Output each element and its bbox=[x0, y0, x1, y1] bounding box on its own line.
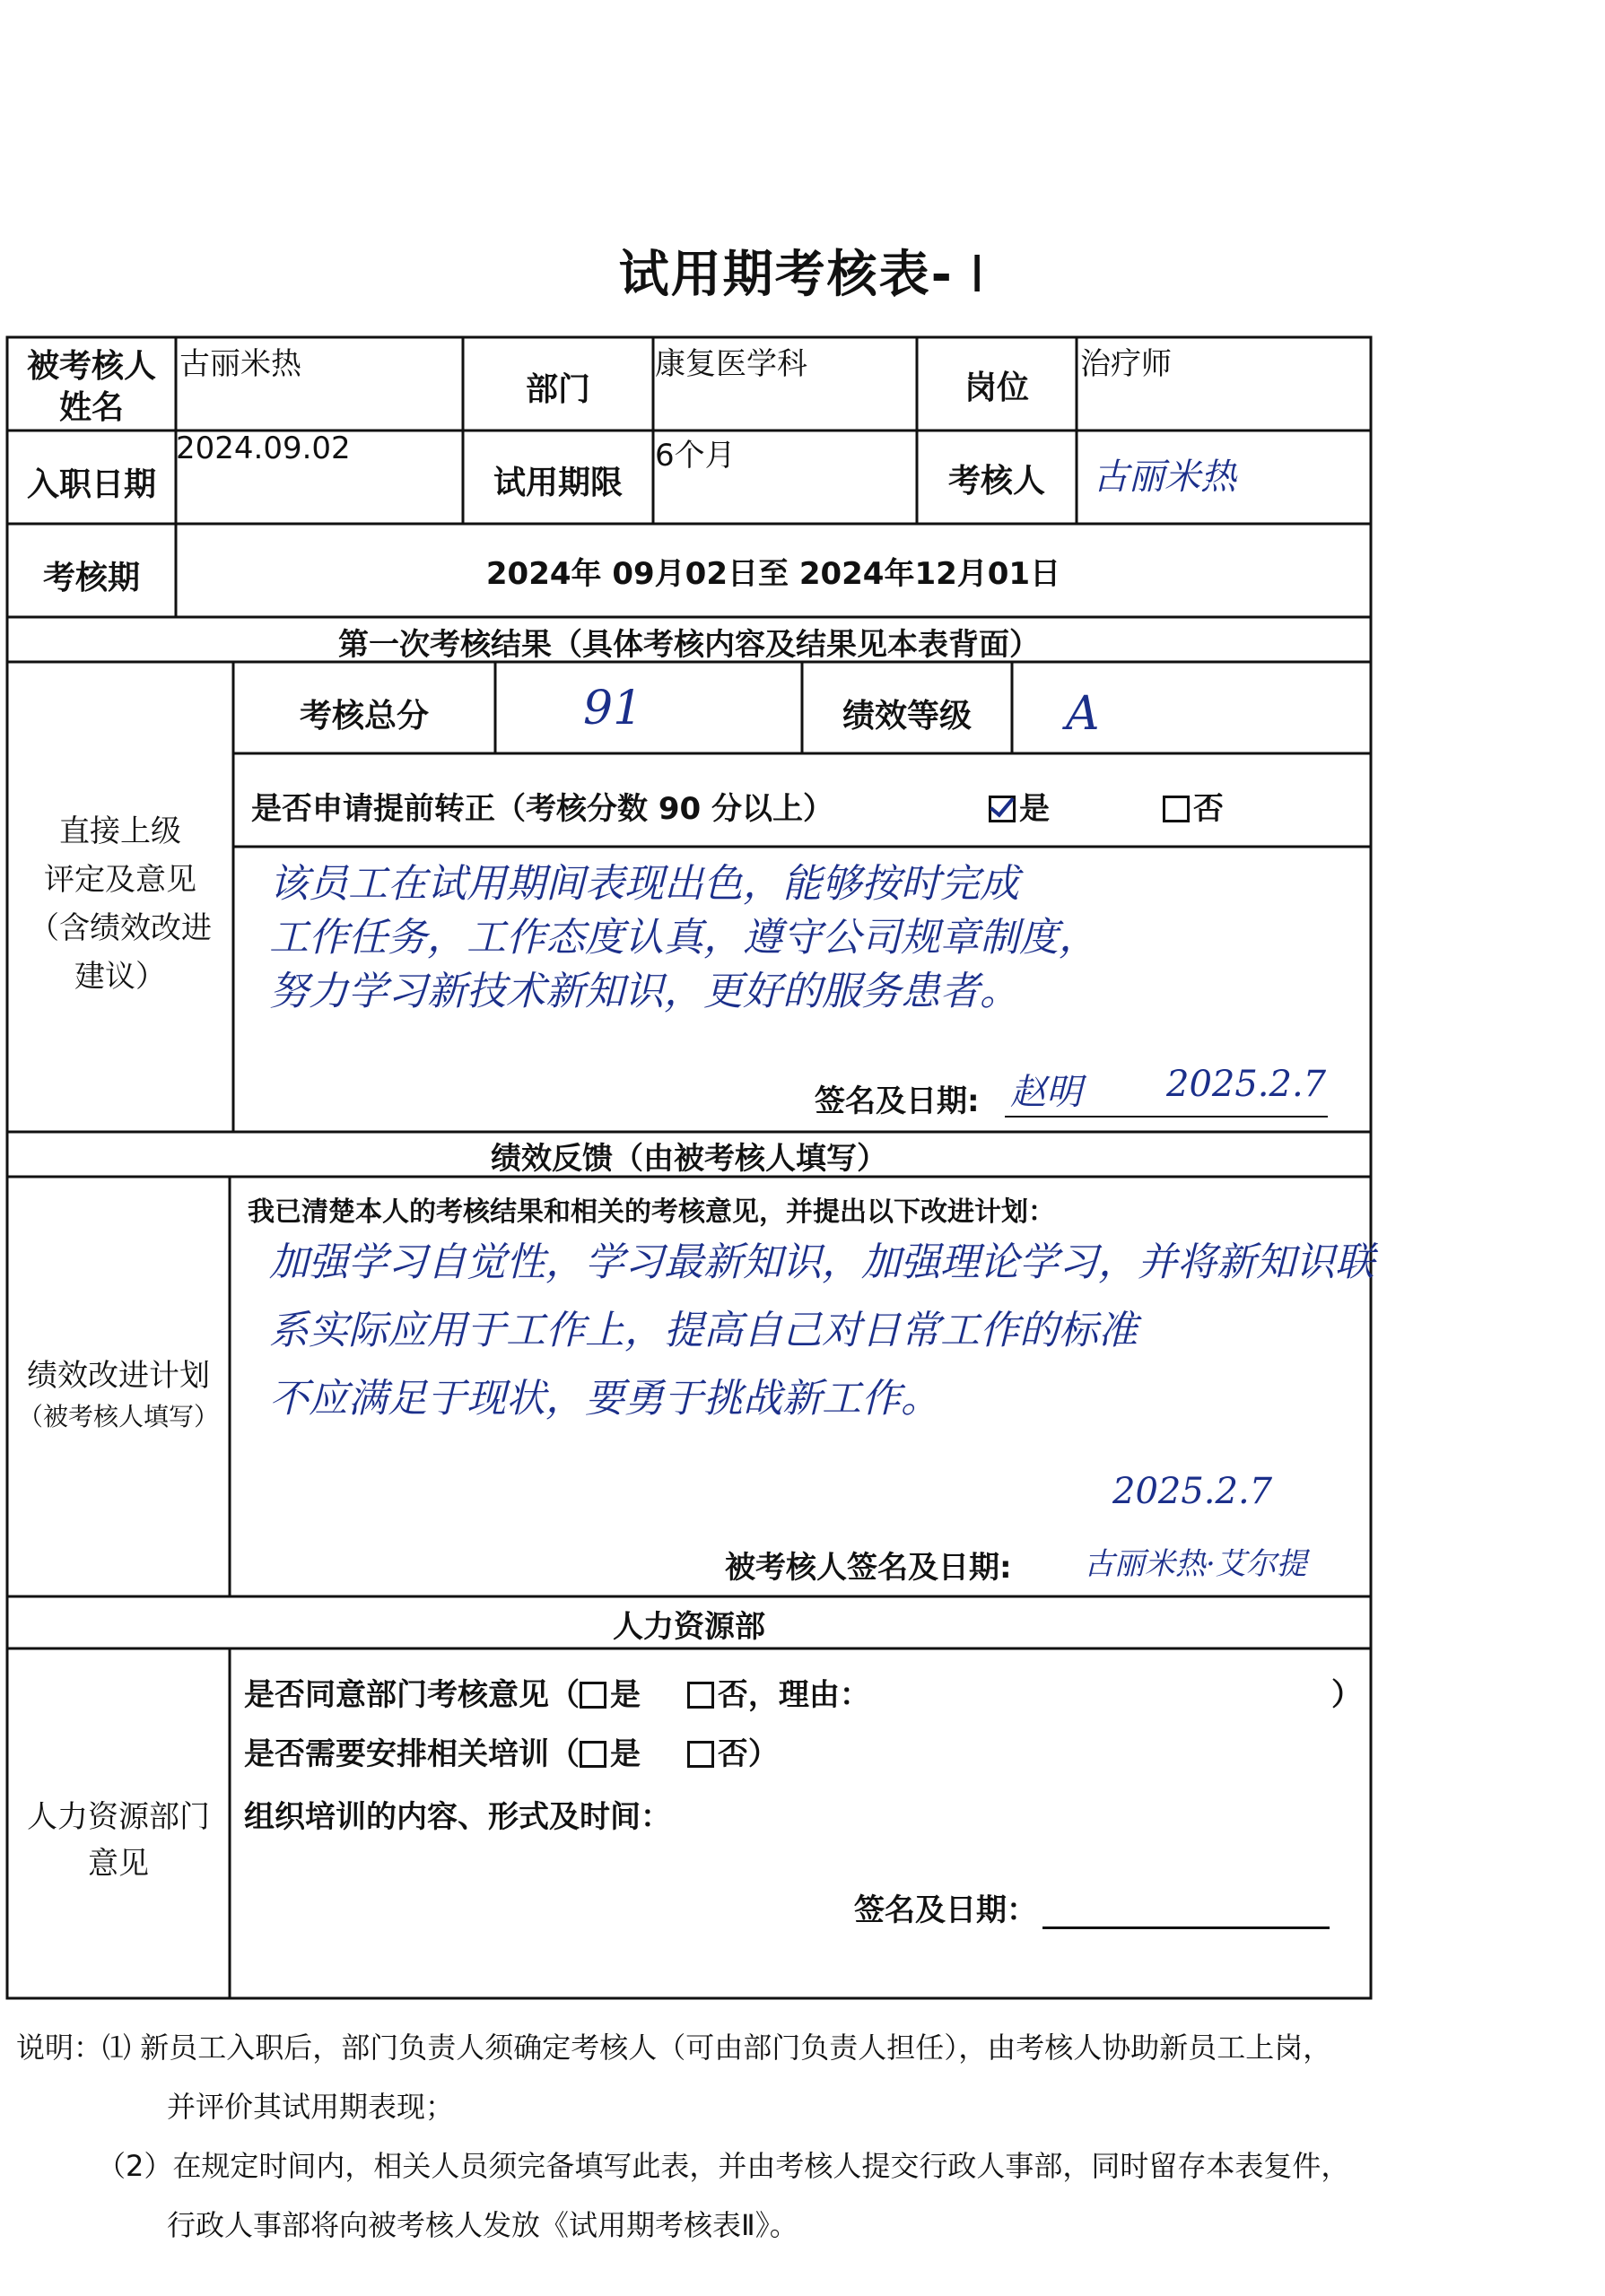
assessment-term-value: 2024年 09月02日至 2024年12月01日 bbox=[485, 556, 1061, 592]
note-1-line-2: 并评价其试用期表现； bbox=[167, 2090, 455, 2124]
hr-training-no-label: 否） bbox=[717, 1736, 779, 1772]
hr-sign-line[interactable] bbox=[1042, 1896, 1330, 1929]
form-notes bbox=[16, 2018, 1577, 2255]
plan-line: 不应满足于现状，要勇于挑战新工作。 bbox=[269, 1376, 940, 1422]
performance-grade-label: 绩效等级 bbox=[842, 698, 972, 735]
notes-prefix: 说明： bbox=[16, 2031, 103, 2065]
entry-date-label: 入职日期 bbox=[26, 466, 156, 503]
total-score-label: 考核总分 bbox=[299, 698, 429, 735]
hr-training-yes-checkbox[interactable] bbox=[580, 1741, 606, 1768]
post-value: 治疗师 bbox=[1080, 346, 1172, 382]
supervisor-sign-date: 2025.2.7 bbox=[1166, 1064, 1327, 1105]
total-score-value: 91 bbox=[583, 682, 643, 735]
plan-line: 系实际应用于工作上，提高自己对日常工作的标准 bbox=[269, 1308, 1138, 1353]
comment-line: 工作任务，工作态度认真，遵守公司规章制度， bbox=[269, 915, 1098, 961]
section-first-result-header: 第一次考核结果（具体考核内容及结果见本表背面） bbox=[338, 627, 1040, 663]
name-value: 古丽米热 bbox=[179, 346, 301, 382]
assessment-term-label: 考核期 bbox=[42, 560, 140, 596]
plan-line: 加强学习自觉性，学习最新知识，加强理论学习，并将新知识联 bbox=[269, 1239, 1374, 1285]
hr-agree-no-checkbox[interactable] bbox=[687, 1682, 714, 1709]
improvement-plan-intro: 我已清楚本人的考核结果和相关的考核意见，并提出以下改进计划： bbox=[248, 1196, 1055, 1228]
improvement-plan-sublabel: （被考核人填写） bbox=[17, 1402, 219, 1431]
note-1-line-1: ⑴ 新员工入职后，部门负责人须确定考核人（可由部门负责人担任），由考核人协助新员工上岗， bbox=[102, 2031, 1332, 2065]
probation-period-value: 6个月 bbox=[655, 438, 736, 474]
supervisor-sign-label: 签名及日期: bbox=[815, 1083, 980, 1119]
assessor-label: 考核人 bbox=[947, 463, 1045, 500]
supervisor-opinion-label: 直接上级 评定及意见 （含绩效改进 建议） bbox=[29, 813, 212, 995]
comment-line: 努力学习新技术新知识，更好的服务患者。 bbox=[269, 969, 1019, 1014]
hr-agree-yes-label: 是 bbox=[610, 1677, 641, 1713]
early-no-checkbox[interactable] bbox=[1163, 796, 1190, 822]
post-label: 岗位 bbox=[964, 370, 1029, 406]
supervisor-signature: 赵明 bbox=[1010, 1072, 1082, 1113]
performance-grade-value: A bbox=[1066, 687, 1100, 741]
section-feedback-header: 绩效反馈（由被考核人填写） bbox=[491, 1141, 887, 1177]
hr-training-no-checkbox[interactable] bbox=[687, 1741, 714, 1768]
name-label: 被考核人 姓名 bbox=[26, 348, 156, 426]
early-yes-checkbox[interactable] bbox=[989, 796, 1016, 822]
form-title-text: 试用期考核表- bbox=[618, 246, 954, 304]
hr-training-yes-label: 是 bbox=[610, 1736, 641, 1772]
hr-sign-label: 签名及日期： bbox=[854, 1892, 1037, 1928]
hr-agree-yes-checkbox[interactable] bbox=[580, 1682, 606, 1709]
hr-training-content-label: 组织培训的内容、形式及时间： bbox=[244, 1799, 671, 1835]
hr-agree-no-label: 否，理由： bbox=[717, 1677, 870, 1713]
comment-line: 该员工在试用期间表现出色，能够按时完成 bbox=[269, 861, 1019, 907]
hr-agree-close: ） bbox=[1331, 1677, 1362, 1713]
early-yes-label: 是 bbox=[1019, 791, 1050, 827]
entry-date-value: 2024.09.02 bbox=[176, 430, 351, 466]
employee-sign-label: 被考核人签名及日期: bbox=[725, 1550, 1012, 1586]
early-no-label: 否 bbox=[1193, 791, 1224, 827]
early-yes-option[interactable] bbox=[989, 784, 1050, 828]
employee-sign-date: 2025.2.7 bbox=[1112, 1471, 1273, 1512]
early-no-option[interactable] bbox=[1163, 784, 1224, 828]
hr-opinion-label: 人力资源部门 意见 bbox=[27, 1799, 210, 1882]
supervisor-comment bbox=[269, 857, 1098, 1019]
assessor-signature: 古丽米热 bbox=[1093, 457, 1236, 498]
form-title-number: Ⅰ bbox=[969, 246, 987, 304]
probation-period-label: 试用期限 bbox=[493, 465, 623, 501]
hr-training-question bbox=[244, 1729, 779, 1773]
hr-agree-question bbox=[244, 1670, 870, 1714]
supervisor-sign-line bbox=[1005, 1116, 1328, 1118]
early-confirmation-question: 是否申请提前转正（考核分数 90 分以上） bbox=[251, 791, 833, 827]
hr-agree-question-text: 是否同意部门考核意见（ bbox=[244, 1677, 580, 1713]
dept-value: 康复医学科 bbox=[655, 346, 807, 382]
improvement-plan-label: 绩效改进计划 bbox=[27, 1358, 210, 1394]
note-2-line-2: 行政人事部将向被考核人发放《试用期考核表Ⅱ》。 bbox=[167, 2208, 798, 2242]
employee-signature: 古丽米热·艾尔提 bbox=[1084, 1546, 1307, 1582]
note-2-line-1: （2）在规定时间内，相关人员须完备填写此表，并由考核人提交行政人事部，同时留存本表复件， bbox=[97, 2149, 1350, 2183]
hr-training-question-text: 是否需要安排相关培训（ bbox=[244, 1736, 580, 1772]
hr-sign-field[interactable] bbox=[854, 1885, 1330, 1929]
improvement-plan-text bbox=[269, 1229, 1374, 1433]
dept-label: 部门 bbox=[525, 371, 590, 408]
section-hr-header: 人力资源部 bbox=[613, 1609, 765, 1645]
